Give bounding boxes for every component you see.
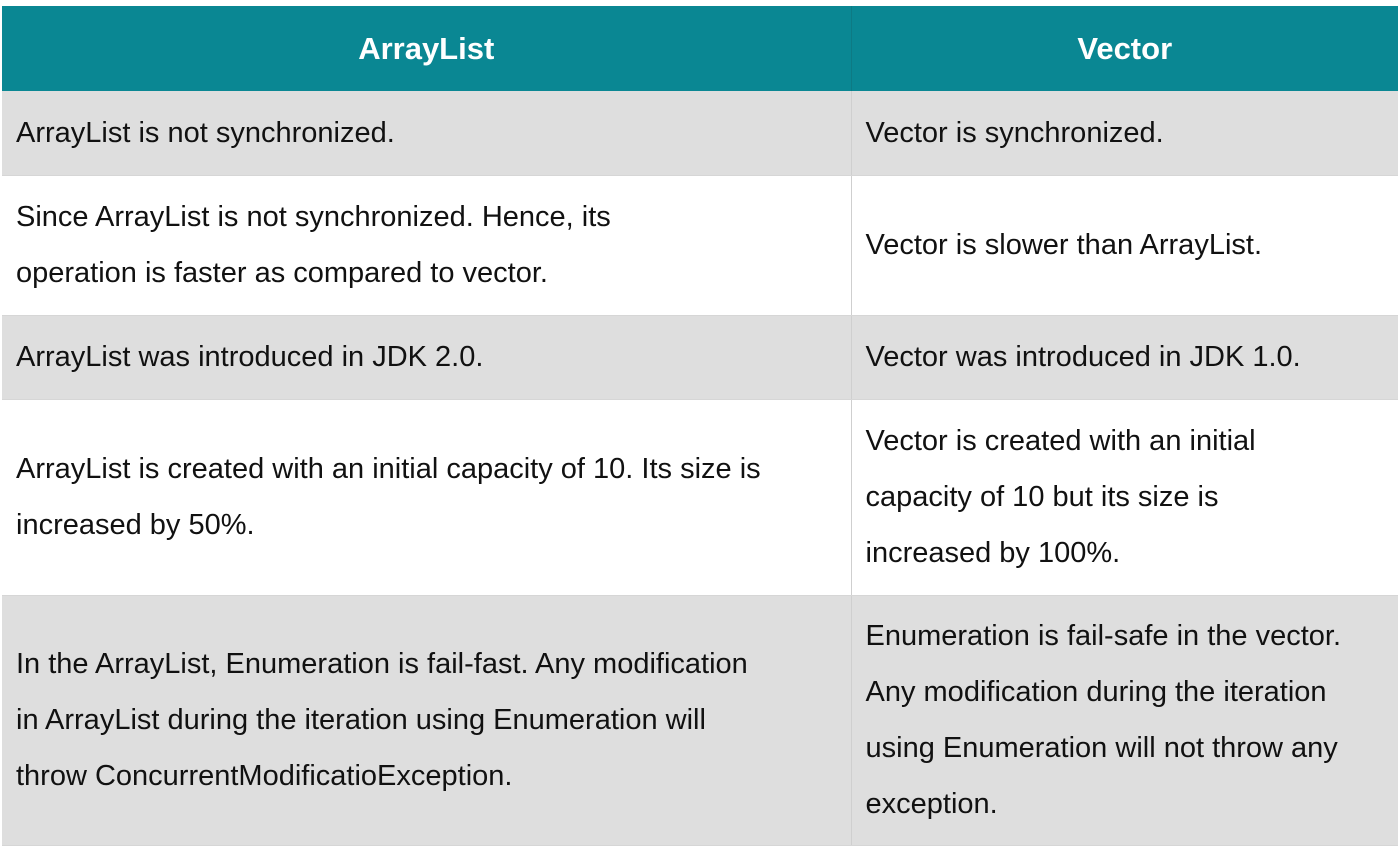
- table-cell-arraylist: In the ArrayList, Enumeration is fail-fast. Any modification in ArrayList during the iteration using Enumeration will throw ConcurrentModificatioException.: [2, 595, 851, 845]
- table-cell-vector: Vector is created with an initial capacity of 10 but its size is increased by 100%.: [851, 399, 1398, 595]
- column-header-arraylist: ArrayList: [2, 6, 851, 91]
- table-cell-arraylist: ArrayList was introduced in JDK 2.0.: [2, 315, 851, 399]
- table-body: [2, 91, 1398, 845]
- table-cell-vector: Enumeration is fail-safe in the vector. Any modification during the iteration using Enumeration will not throw any exception.: [851, 595, 1398, 845]
- table-row: [2, 595, 1398, 845]
- header-row: [2, 6, 1398, 91]
- table-row: [2, 399, 1398, 595]
- table-row: [2, 315, 1398, 399]
- table-cell-vector: Vector was introduced in JDK 1.0.: [851, 315, 1398, 399]
- table-cell-arraylist: ArrayList is created with an initial capacity of 10. Its size is increased by 50%.: [2, 399, 851, 595]
- column-header-vector: Vector: [851, 6, 1398, 91]
- table-row: [2, 91, 1398, 175]
- comparison-table: [2, 6, 1398, 846]
- table-cell-vector: Vector is slower than ArrayList.: [851, 175, 1398, 315]
- table-cell-arraylist: Since ArrayList is not synchronized. Hence, its operation is faster as compared to vector.: [2, 175, 851, 315]
- table-header: [2, 6, 1398, 91]
- table-cell-arraylist: ArrayList is not synchronized.: [2, 91, 851, 175]
- table-row: [2, 175, 1398, 315]
- table-cell-vector: Vector is synchronized.: [851, 91, 1398, 175]
